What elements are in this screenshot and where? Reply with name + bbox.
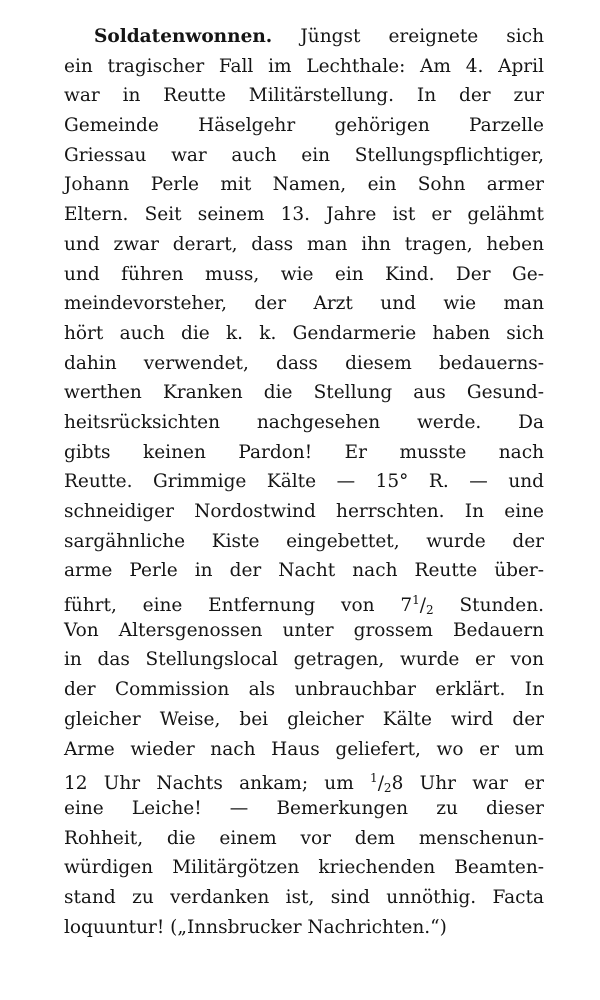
article-line-16: Reutte. Grimmige Kälte — 15° R. — und	[64, 471, 544, 493]
article-line-24: gleicher Weise, bei gleicher Kälte wird der	[64, 708, 544, 730]
article-line-31: loquuntur! („Innsbrucker Nachrichten.“)	[64, 916, 447, 938]
article-line-7: Eltern. Seit seinem 13. Jahre ist er gelähmt	[64, 204, 544, 226]
article-line-28: Rohheit, die einem vor dem menschenun-	[64, 827, 544, 849]
article-line-15: gibts keinen Pardon! Er musste nach	[64, 441, 544, 463]
article-line-13: werthen Kranken die Stellung aus Gesund-	[64, 382, 544, 404]
article-line-25: Arme wieder nach Haus geliefert, wo er um	[64, 738, 544, 760]
article-line-27: eine Leiche! — Bemerkungen zu dieser	[64, 797, 544, 819]
article-line-14: heitsrücksichten nachgesehen werde. Da	[64, 411, 544, 433]
article-line-12: dahin verwendet, dass diesem bedauerns-	[64, 352, 544, 374]
article-line-1: Soldatenwonnen. Jüngst ereignete sich	[94, 26, 544, 47]
article-line-29: würdigen Militärgötzen kriechenden Beamten-	[64, 857, 544, 879]
article-line-6: Johann Perle mit Namen, ein Sohn armer	[64, 174, 544, 196]
article-line-8: und zwar derart, dass man ihn tragen, heben	[64, 233, 544, 255]
article-line-30: stand zu verdanken ist, sind unnöthig. Facta	[64, 886, 544, 908]
article-line-5: Griessau war auch ein Stellungspflichtiger,	[64, 144, 544, 166]
article-line-4: Gemeinde Häselgehr gehörigen Parzelle	[64, 115, 544, 137]
article-line-11: hört auch die k. k. Gendarmerie haben sich	[64, 322, 544, 344]
article-line-18: sargähnliche Kiste eingebettet, wurde der	[64, 530, 544, 552]
article-line-2: ein tragischer Fall im Lechthale: Am 4. April	[64, 55, 544, 77]
article-line-10: meindevorsteher, der Arzt und wie man	[64, 293, 544, 315]
article-line-20: führt, eine Entfernung von $7^1/_2$ Stunden.	[64, 593, 544, 618]
article-line-23: der Commission als unbrauchbar erklärt. In	[64, 679, 544, 701]
article-line-22: in das Stellungslocal getragen, wurde er von	[64, 649, 544, 671]
article-line-9: und führen muss, wie ein Kind. Der Ge-	[64, 263, 544, 285]
fraction-distance: $7^1/_2$	[400, 593, 434, 618]
article-line-26: 12 Uhr Nachts ankam; um $^1/_28$ Uhr war er	[64, 771, 544, 796]
fraction-time: $^1/_28$	[370, 771, 404, 796]
article-line-19: arme Perle in der Nacht nach Reutte über-	[64, 560, 544, 582]
article-line-3: war in Reutte Militärstellung. In der zur	[64, 85, 544, 107]
article-line-21: Von Altersgenossen unter grossem Bedauern	[64, 619, 544, 641]
article-line-17: schneidiger Nordostwind herrschten. In eine	[64, 501, 544, 522]
article-heading: Soldatenwonnen.	[94, 26, 273, 47]
article-column	[64, 22, 544, 942]
